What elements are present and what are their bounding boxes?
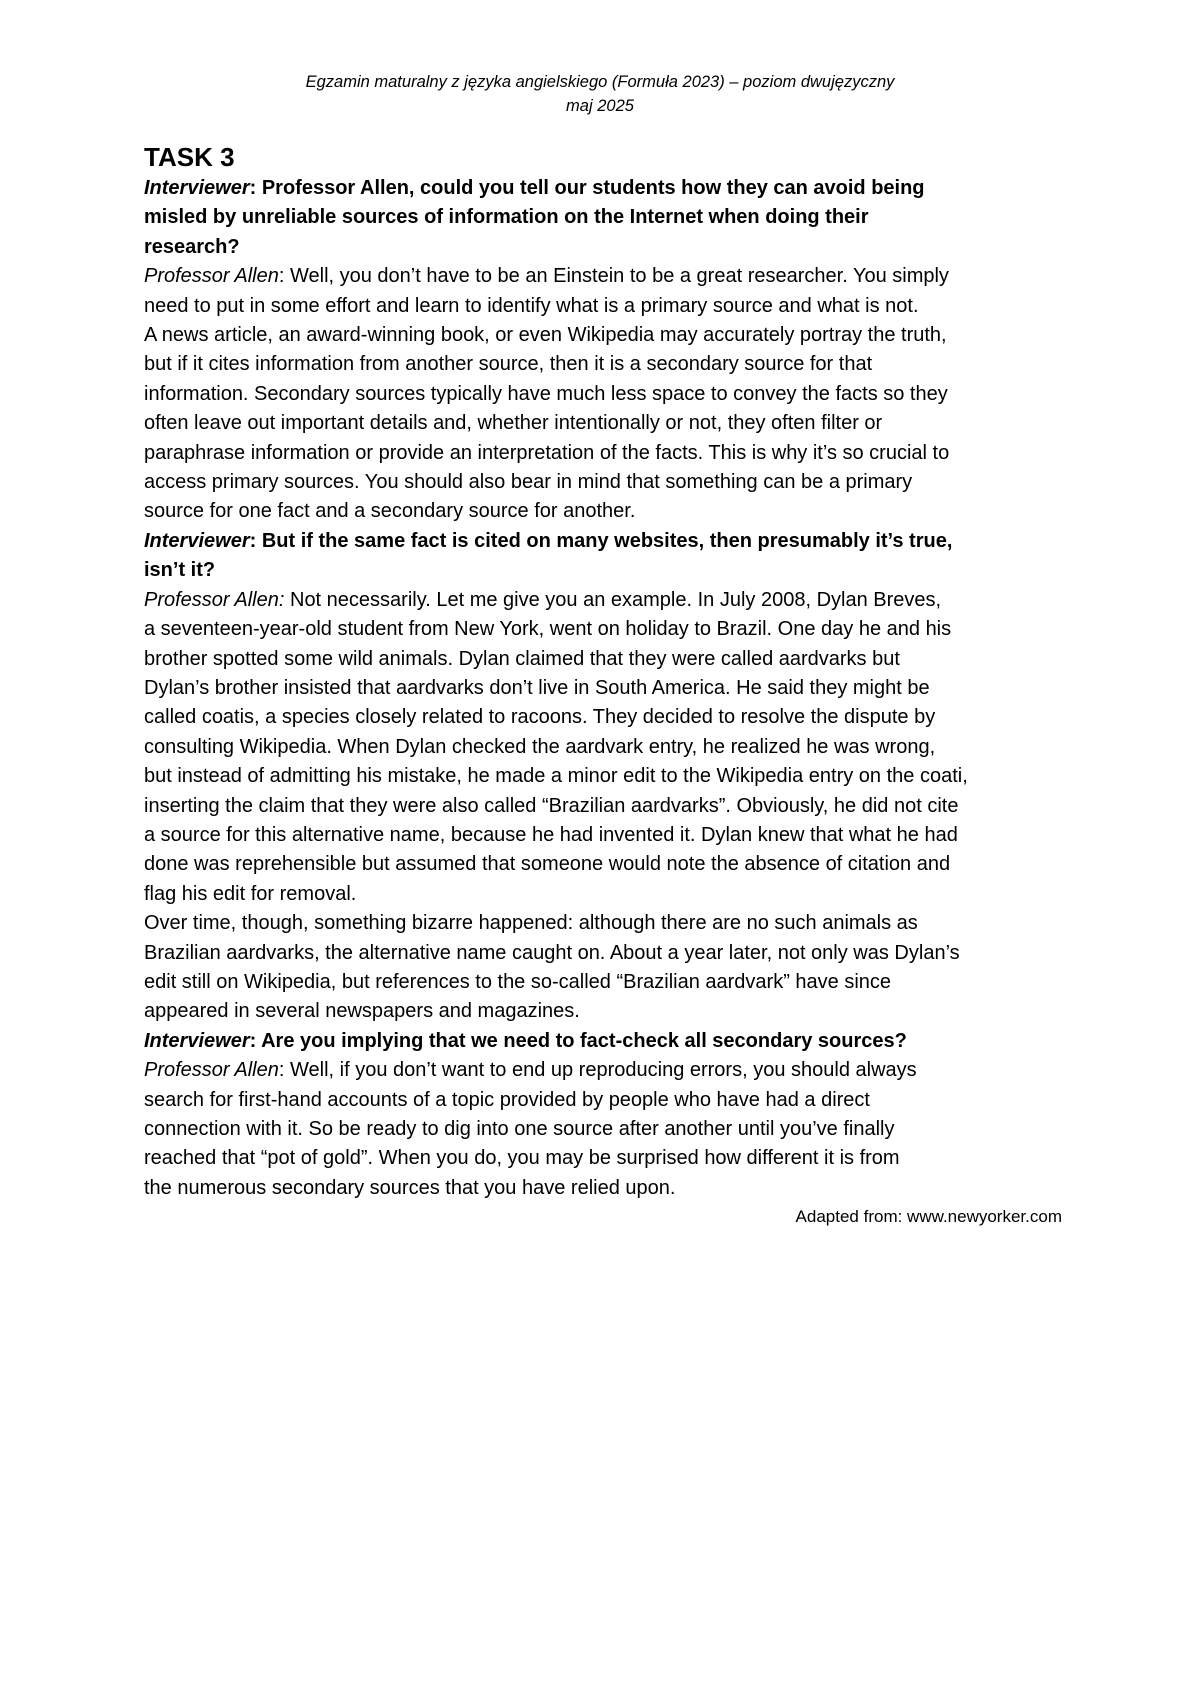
text-line bbox=[144, 1056, 1064, 1085]
line-text: need to put in some effort and learn to identify what is a primary source and what is not. bbox=[144, 294, 919, 317]
interviewer-question bbox=[144, 527, 1064, 586]
line-text: called coatis, a species closely related to racoons. They decided to resolve the dispute by bbox=[144, 706, 936, 729]
line-text: research? bbox=[144, 235, 240, 258]
line-text: appeared in several newspapers and magazines. bbox=[144, 1000, 580, 1023]
line-text: flag his edit for removal. bbox=[144, 882, 357, 905]
page-header bbox=[0, 70, 1200, 118]
task-title: TASK 3 bbox=[144, 142, 235, 172]
line-text: connection with it. So be ready to dig into one source after another until you’ve finally bbox=[144, 1118, 895, 1140]
text-line bbox=[144, 380, 1064, 409]
text-line bbox=[144, 1144, 1064, 1173]
text-line bbox=[144, 703, 1064, 732]
line-text: often leave out important details and, whether intentionally or not, they often filter or bbox=[144, 412, 883, 435]
line-text: consulting Wikipedia. When Dylan checked the aardvark entry, he realized he was wrong, bbox=[144, 735, 936, 758]
speaker-label: Professor Allen: bbox=[144, 588, 285, 611]
line-text: paraphrase information or provide an interpretation of the facts. This is why it’s so crucial to bbox=[144, 441, 950, 464]
speaker-separator: : bbox=[249, 177, 257, 199]
text-line bbox=[144, 350, 1064, 379]
line-text: information. Secondary sources typically have much less space to convey the facts so they bbox=[144, 382, 948, 405]
text-line bbox=[144, 674, 1064, 703]
line-text: isn’t it? bbox=[144, 559, 216, 582]
line-text: source for one fact and a secondary source for another. bbox=[144, 500, 636, 523]
line-text: the numerous secondary sources that you have relied upon. bbox=[144, 1176, 676, 1199]
text-line bbox=[144, 1115, 1064, 1144]
line-text: edit still on Wikipedia, but references to the so-called “Brazilian aardvark” have since bbox=[144, 970, 892, 993]
text-line bbox=[144, 409, 1064, 438]
line-text: brother spotted some wild animals. Dylan claimed that they were called aardvarks but bbox=[144, 647, 900, 670]
speaker-separator: : bbox=[278, 265, 285, 288]
text-line bbox=[144, 733, 1064, 762]
speaker-label: Interviewer bbox=[144, 1029, 250, 1052]
text-line bbox=[144, 556, 1064, 585]
text-line bbox=[144, 850, 1064, 879]
professor-answer bbox=[144, 262, 1064, 527]
text-line bbox=[144, 997, 1064, 1026]
professor-answer bbox=[144, 586, 1064, 909]
line-text: A news article, an award-winning book, or even Wikipedia may accurately portray the truth, bbox=[144, 324, 947, 347]
text-line bbox=[144, 527, 1064, 556]
line-text: Not necessarily. Let me give you an example. In July 2008, Dylan Breves, bbox=[284, 588, 942, 611]
line-text: done was reprehensible but assumed that someone would note the absence of citation and bbox=[144, 853, 951, 876]
text-line bbox=[144, 909, 1064, 938]
text-line bbox=[144, 939, 1064, 968]
interviewer-question bbox=[144, 1027, 1064, 1056]
speaker-label: Professor Allen bbox=[144, 1059, 279, 1082]
speaker-label: Interviewer bbox=[144, 177, 250, 199]
line-text: misled by unreliable sources of information on the Internet when doing their bbox=[144, 206, 869, 229]
speaker-separator: : bbox=[278, 1059, 285, 1082]
line-text: Well, if you don’t want to end up reproducing errors, you should always bbox=[284, 1059, 917, 1082]
speaker-separator: : bbox=[249, 529, 257, 552]
line-text: but instead of admitting his mistake, he made a minor edit to the Wikipedia entry on the coati, bbox=[144, 765, 968, 788]
answer-paragraph bbox=[144, 909, 1064, 1027]
text-line bbox=[144, 1174, 1064, 1203]
text-line bbox=[144, 292, 1064, 321]
line-text: access primary sources. You should also bear in mind that something can be a primary bbox=[144, 471, 913, 494]
speaker-separator: : bbox=[249, 1029, 257, 1052]
text-line bbox=[144, 174, 1064, 203]
text-line bbox=[144, 439, 1064, 468]
exam-date: maj 2025 bbox=[566, 97, 634, 115]
text-line bbox=[144, 880, 1064, 909]
speaker-label: Professor Allen bbox=[144, 265, 279, 288]
text-line bbox=[144, 762, 1064, 791]
line-text: Professor Allen, could you tell our students how they can avoid being bbox=[256, 177, 925, 199]
line-text: inserting the claim that they were also called “Brazilian aardvarks”. Obviously, he did not cite bbox=[144, 794, 959, 817]
line-text: Dylan’s brother insisted that aardvarks don’t live in South America. He said they might be bbox=[144, 676, 930, 699]
line-text: But if the same fact is cited on many websites, then presumably it’s true, bbox=[256, 529, 953, 552]
professor-answer bbox=[144, 1056, 1064, 1203]
text-line bbox=[144, 968, 1064, 997]
line-text: reached that “pot of gold”. When you do, you may be surprised how different it is from bbox=[144, 1147, 900, 1170]
line-text: Are you implying that we need to fact-check all secondary sources? bbox=[256, 1029, 907, 1052]
task-content bbox=[144, 140, 1064, 1229]
text-line bbox=[144, 1027, 1064, 1056]
text-line bbox=[144, 203, 1064, 232]
text-line bbox=[144, 586, 1064, 615]
line-text: search for first-hand accounts of a topic provided by people who have had a direct bbox=[144, 1088, 870, 1111]
line-text: Well, you don’t have to be an Einstein to be a great researcher. You simply bbox=[284, 265, 949, 288]
text-line bbox=[144, 792, 1064, 821]
line-text: a source for this alternative name, because he had invented it. Dylan knew that what he had bbox=[144, 823, 958, 846]
text-line bbox=[144, 615, 1064, 644]
interviewer-question bbox=[144, 174, 1064, 262]
line-text: a seventeen-year-old student from New York, went on holiday to Brazil. One day he and his bbox=[144, 618, 952, 641]
exam-title: Egzamin maturalny z języka angielskiego (Formuła 2023) – poziom dwujęzyczny bbox=[305, 73, 895, 91]
text-line bbox=[144, 497, 1064, 526]
interview-transcript bbox=[144, 174, 1064, 1203]
text-line bbox=[144, 645, 1064, 674]
text-line bbox=[144, 233, 1064, 262]
line-text: but if it cites information from another source, then it is a secondary source for that bbox=[144, 353, 873, 376]
line-text: Brazilian aardvarks, the alternative name caught on. About a year later, not only was Dylan’s bbox=[144, 941, 960, 964]
text-line bbox=[144, 468, 1064, 497]
line-text: Over time, though, something bizarre happened: although there are no such animals as bbox=[144, 912, 918, 935]
text-line bbox=[144, 821, 1064, 850]
speaker-label: Interviewer bbox=[144, 529, 250, 552]
text-line bbox=[144, 1086, 1064, 1115]
text-line bbox=[144, 262, 1064, 291]
text-line bbox=[144, 321, 1064, 350]
source-credit: Adapted from: www.newyorker.com bbox=[795, 1207, 1062, 1227]
